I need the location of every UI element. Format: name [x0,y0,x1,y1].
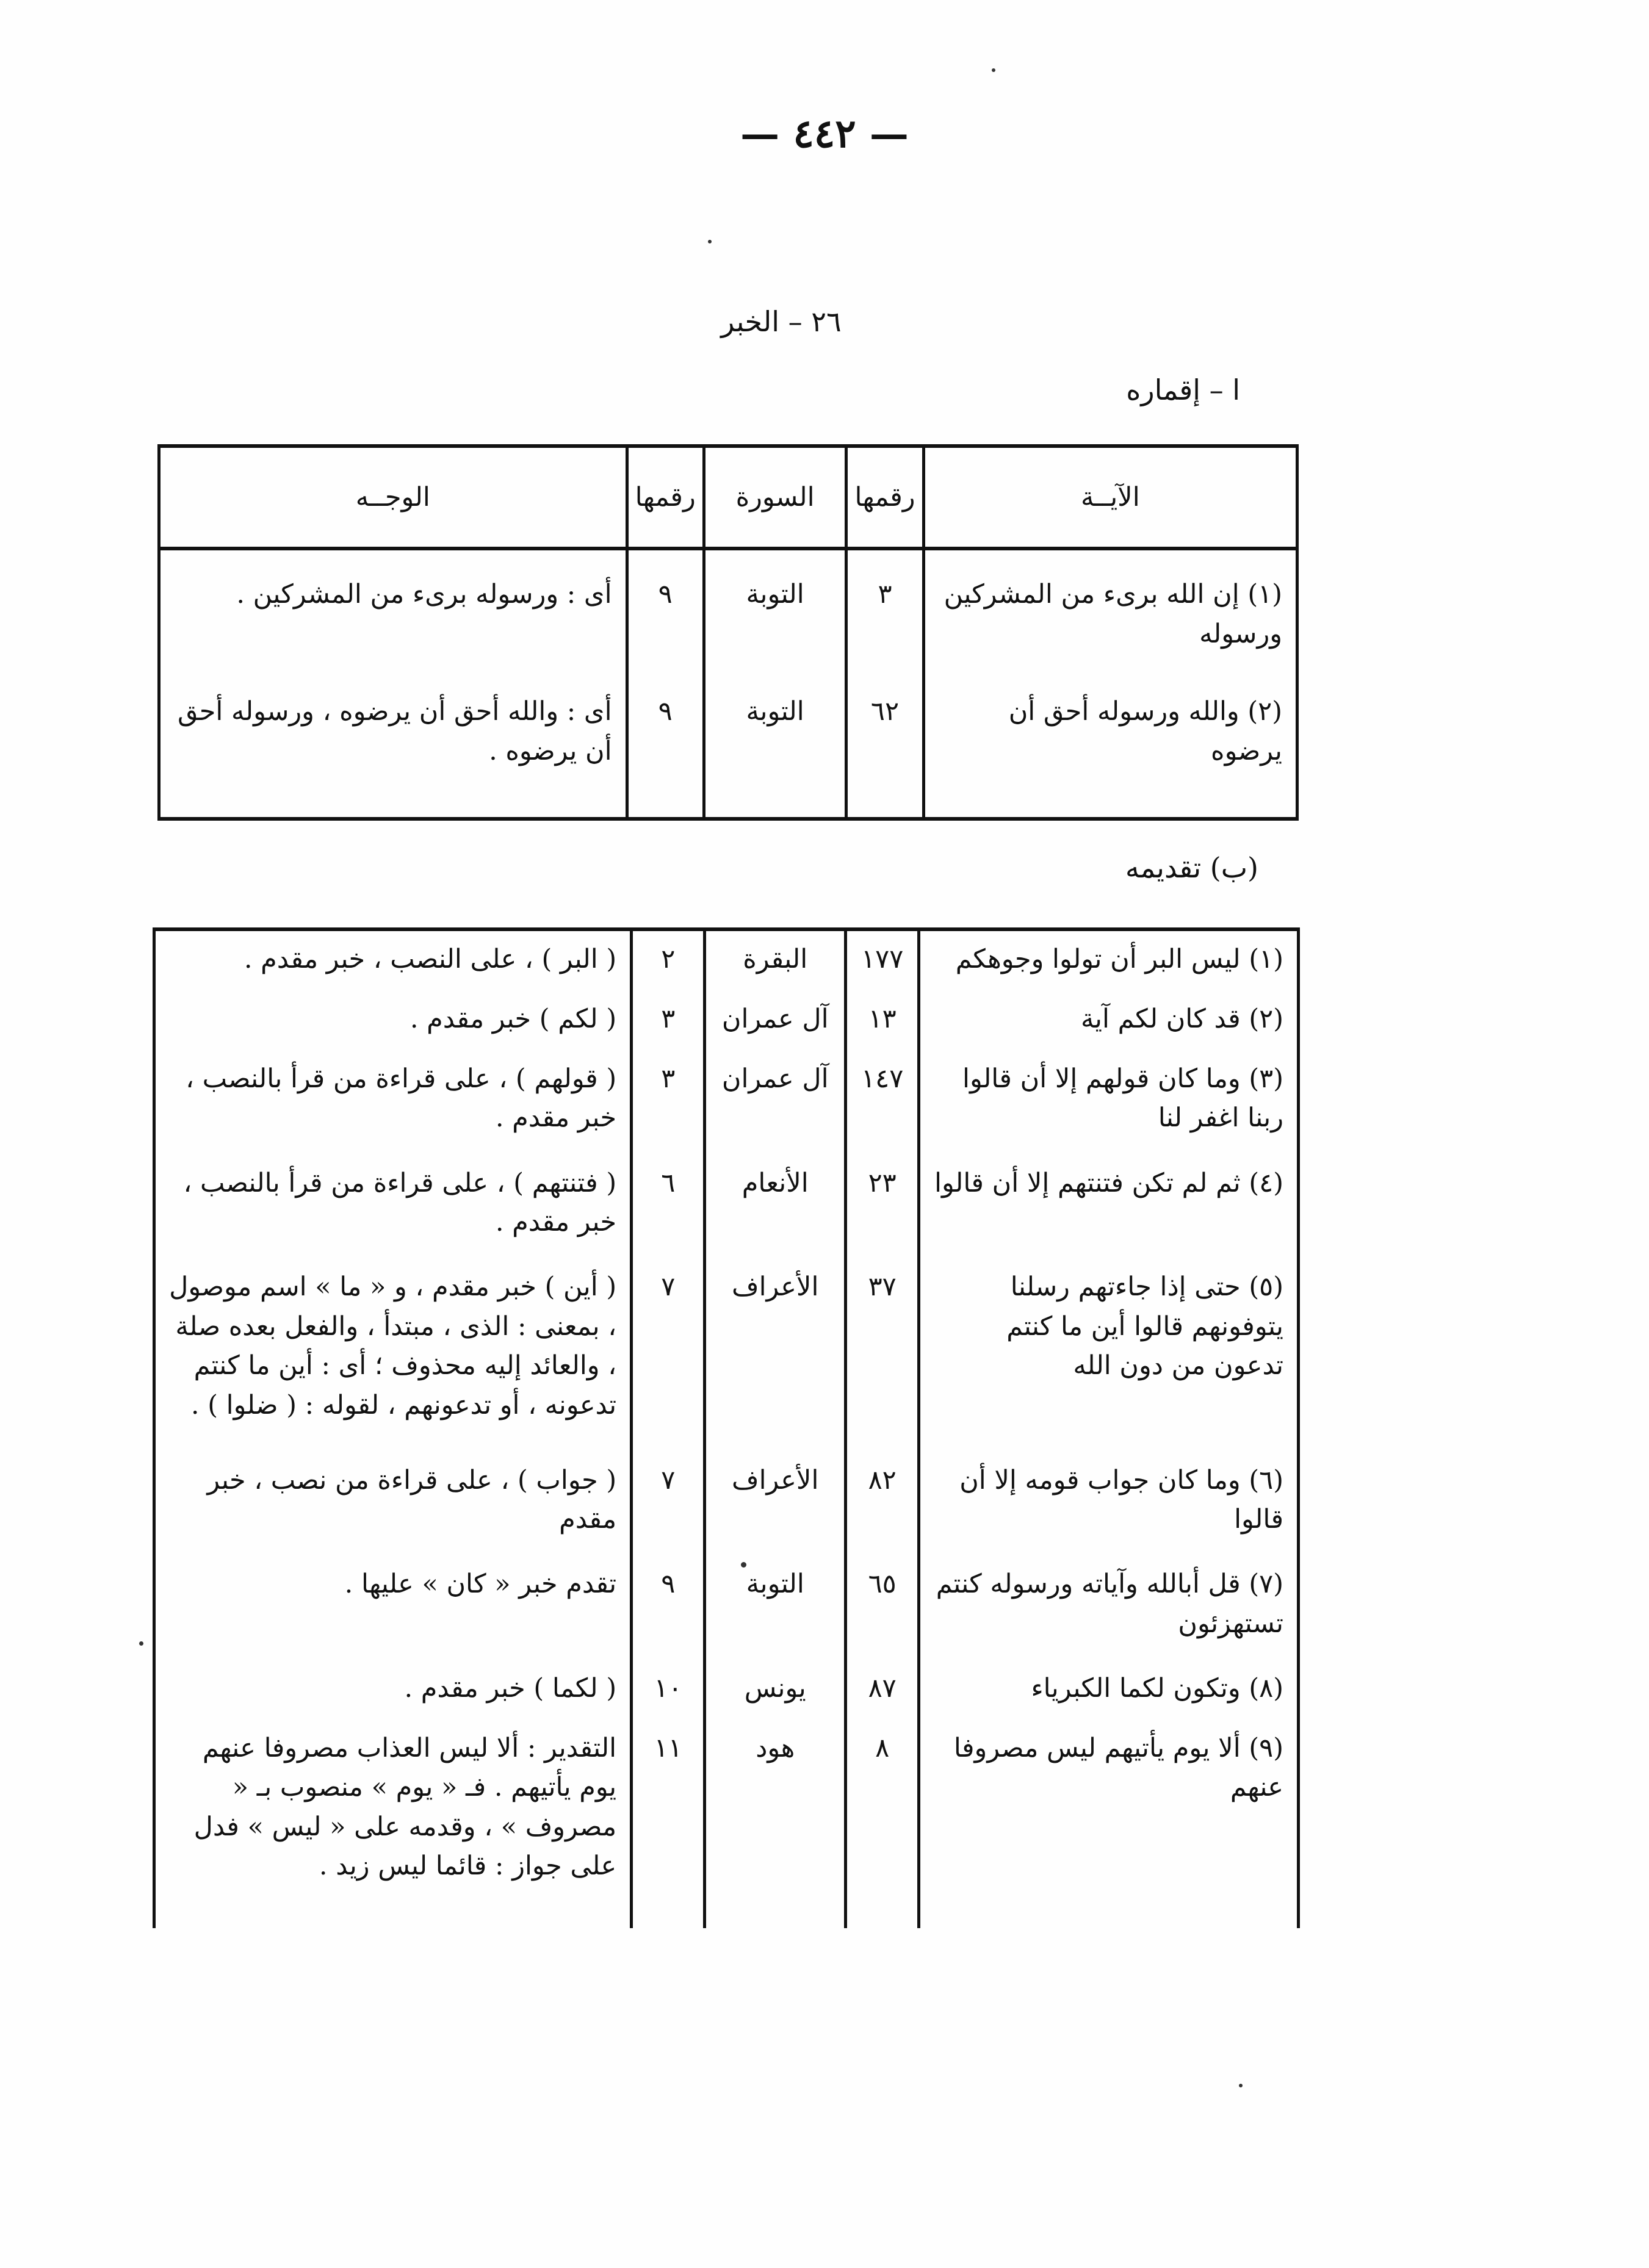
cell-wajh: تقدم خبر « كان » عليها . [154,1556,632,1660]
section-b-title: (ب) تقديمه [1125,851,1258,884]
cell-vnum: ٣ [632,1051,705,1155]
cell-surah: البقرة [705,929,846,991]
cell-snum: ٨٢ [846,1452,919,1557]
cell-snum: ٢٣ [846,1155,919,1259]
cell-wajh: ( جواب ) ، على قراءة من نصب ، خبر مقدم [154,1452,632,1557]
cell-snum: ١٤٧ [846,1051,919,1155]
cell-snum: ٨٧ [846,1660,919,1720]
cell-wajh: ( البر ) ، على النصب ، خبر مقدم . [154,929,632,991]
cell-surah: هود [705,1720,846,1913]
cell-vnum: ٩ [627,549,704,668]
cell-ayah: (٢) قد كان لكم آية [919,991,1299,1051]
cell-ayah: (٣) وما كان قولهم إلا أن قالوا ربنا اغفر لنا [919,1051,1299,1155]
cell-vnum: ٩ [627,668,704,785]
table-row [154,1556,1299,1660]
cell-wajh: أى : والله أحق أن يرضوه ، ورسوله أحق أن يرضوه . [159,668,627,785]
filler-row [159,785,1297,819]
cell-wajh: ( لكم ) خبر مقدم . [154,991,632,1051]
scan-speck [1239,2084,1243,2087]
table-row [154,1259,1299,1452]
section-a-title: ا – إقماره [1126,373,1240,406]
cell-snum: ٣ [846,549,923,668]
scan-speck [708,240,712,243]
table-row [154,991,1299,1051]
cell-wajh: ( لكما ) خبر مقدم . [154,1660,632,1720]
table-row [154,929,1299,991]
table-section-a [157,444,1299,821]
table-row [154,1660,1299,1720]
cell-surah: الأنعام [705,1155,846,1259]
cell-vnum: ٩ [632,1556,705,1660]
cell-surah: آل عمران [705,991,846,1051]
cell-ayah: (١) إن الله برىء من المشركين ورسوله [923,549,1297,668]
cell-wajh: أى : ورسوله برىء من المشركين . [159,549,627,668]
cell-snum: ٦٢ [846,668,923,785]
cell-surah: التوبة [705,1556,846,1660]
cell-ayah: (٢) والله ورسوله أحق أن يرضوه [923,668,1297,785]
table-row [154,1051,1299,1155]
header-ayah: الآيــة [923,446,1297,549]
cell-snum: ١٣ [846,991,919,1051]
cell-ayah: (٧) قل أبالله وآياته ورسوله كنتم تستهزئون [919,1556,1299,1660]
cell-ayah: (٦) وما كان جواب قومه إلا أن قالوا [919,1452,1299,1557]
cell-wajh: ( فتنتهم ) ، على قراءة من قرأ بالنصب ، خبر مقدم . [154,1155,632,1259]
header-volume-number: رقمها [627,446,704,549]
cell-vnum: ٣ [632,991,705,1051]
cell-vnum: ٧ [632,1259,705,1452]
cell-snum: ٣٧ [846,1259,919,1452]
table-row [154,1452,1299,1557]
cell-vnum: ٦ [632,1155,705,1259]
table-row [159,549,1297,668]
table-row [154,1720,1299,1913]
cell-surah: التوبة [704,668,846,785]
cell-vnum: ١٠ [632,1660,705,1720]
cell-ayah: (٤) ثم لم تكن فتنتهم إلا أن قالوا [919,1155,1299,1259]
table-row [159,668,1297,785]
cell-surah: الأعراف [705,1452,846,1557]
header-surah-number: رقمها [846,446,923,549]
header-wajh: الوجــه [159,446,627,549]
table-section-b [153,927,1300,1928]
cell-wajh: التقدير : ألا ليس العذاب مصروفا عنهم يوم يأتيهم . فـ « يوم » منصوب بـ « مصروف » ، وقدمه على « ليس » فدل على جواز : قائما ليس زيد . [154,1720,632,1913]
header-surah: السورة [704,446,846,549]
scan-speck [741,1562,746,1568]
cell-vnum: ١١ [632,1720,705,1913]
cell-ayah: (٨) وتكون لكما الكبرياء [919,1660,1299,1720]
cell-surah: يونس [705,1660,846,1720]
chapter-title: ٢٦ – الخبر [721,305,842,338]
cell-snum: ٦٥ [846,1556,919,1660]
cell-ayah: (٩) ألا يوم يأتيهم ليس مصروفا عنهم [919,1720,1299,1913]
cell-wajh: ( قولهم ) ، على قراءة من قرأ بالنصب ، خبر مقدم . [154,1051,632,1155]
cell-surah: آل عمران [705,1051,846,1155]
cell-ayah: (١) ليس البر أن تولوا وجوهكم [919,929,1299,991]
filler-row [154,1913,1299,1928]
cell-ayah: (٥) حتى إذا جاءتهم رسلنا يتوفونهم قالوا أين ما كنتم تدعون من دون الله [919,1259,1299,1452]
scan-speck [992,68,995,72]
scan-speck [139,1641,143,1646]
page-number: — ٤٤٢ — [740,111,909,157]
table-header-row [159,446,1297,549]
table-row [154,1155,1299,1259]
cell-snum: ١٧٧ [846,929,919,991]
cell-wajh: ( أين ) خبر مقدم ، و « ما » اسم موصول ، بمعنى : الذى ، مبتدأ ، والفعل بعده صلة ، والعائد إليه محذوف ؛ أى : أين ما كنتم تدعونه ، أو تدعونهم ، لقوله : ( ضلوا ) . [154,1259,632,1452]
cell-surah: الأعراف [705,1259,846,1452]
cell-snum: ٨ [846,1720,919,1913]
cell-vnum: ٢ [632,929,705,991]
cell-vnum: ٧ [632,1452,705,1557]
cell-surah: التوبة [704,549,846,668]
